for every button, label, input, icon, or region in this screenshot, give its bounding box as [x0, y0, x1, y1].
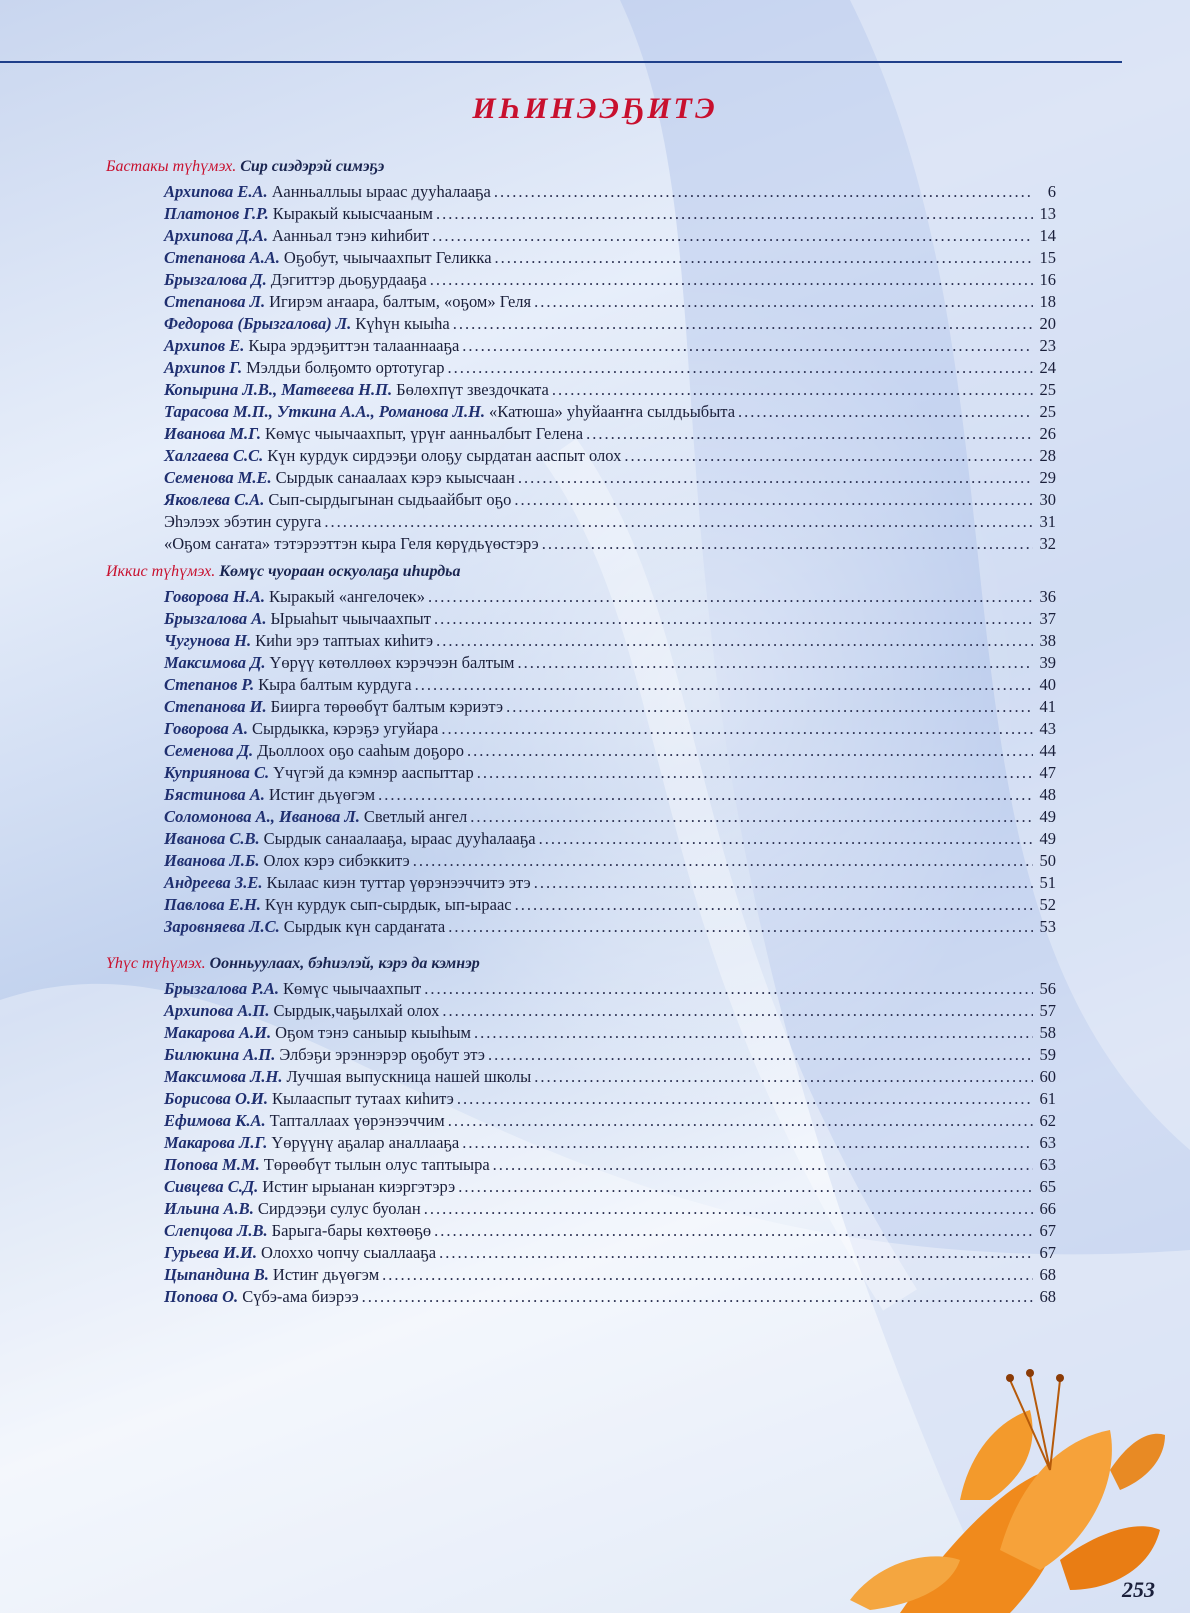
- toc-entry: [164, 291, 1056, 313]
- dot-leader: [441, 718, 1033, 740]
- toc-entry: [164, 872, 1056, 894]
- entry-page-number: 51: [1039, 873, 1056, 892]
- dot-leader: [453, 313, 1033, 335]
- entry-author: Чугунова Н.: [164, 631, 252, 650]
- dot-leader: [436, 630, 1033, 652]
- entry-author: Архипов Г.: [164, 358, 243, 377]
- toc-entry: [164, 850, 1056, 872]
- entry-title: Аанньаллыы ыраас дууһалааҕа: [271, 182, 491, 201]
- entry-author: Билюкина А.П.: [164, 1045, 276, 1064]
- entry-page-number: 68: [1039, 1287, 1056, 1306]
- entry-title: Күн курдук сирдээҕи олоҕу сырдатан ааспыт олох: [267, 446, 622, 465]
- toc-entry: [164, 586, 1056, 608]
- toc-entry: [164, 1022, 1056, 1044]
- entry-author: Брызгалова Р.А.: [164, 979, 279, 998]
- entry-author: Борисова О.И.: [164, 1089, 268, 1108]
- entry-title: Истиҥ дьүөгэм: [268, 785, 376, 804]
- entry-author: Ильина А.В.: [164, 1199, 254, 1218]
- dot-leader: [506, 696, 1033, 718]
- section-heading: [106, 951, 1056, 977]
- section-title: Сир сиэдэрэй симэҕэ: [240, 158, 385, 175]
- dot-leader: [534, 1066, 1033, 1088]
- entry-author: Заровняева Л.С.: [164, 917, 280, 936]
- dot-leader: [488, 1044, 1033, 1066]
- dot-leader: [539, 828, 1033, 850]
- entry-author: Архипова А.П.: [164, 1001, 270, 1020]
- toc-entry: [164, 1242, 1056, 1264]
- entry-author: Степанова Л.: [164, 292, 266, 311]
- entry-title: Светлый ангел: [363, 807, 468, 826]
- entry-title: Сырдык санаалаах кэрэ кыысчаан: [275, 468, 515, 487]
- entry-author: Копырина Л.В., Матвеева Н.П.: [164, 380, 393, 399]
- entry-page-number: 15: [1039, 248, 1056, 267]
- dot-leader: [494, 181, 1033, 203]
- section-title: Көмүс чуораан оскуолаҕа иһирдьа: [219, 563, 461, 580]
- entry-title: Кылааспыт тутаах киһитэ: [271, 1089, 454, 1108]
- toc-section: [106, 559, 1056, 938]
- entry-title: Күһүн кыыһа: [355, 314, 450, 333]
- entry-page-number: 47: [1039, 763, 1056, 782]
- entry-page-number: 50: [1039, 851, 1056, 870]
- entry-title: Кыракый кыысчааным: [272, 204, 433, 223]
- toc-entry: [164, 1088, 1056, 1110]
- toc-entry: [164, 1286, 1056, 1308]
- entry-page-number: 37: [1039, 609, 1056, 628]
- dot-leader: [458, 1176, 1033, 1198]
- toc-section: [106, 951, 1056, 1308]
- dot-leader: [470, 806, 1033, 828]
- entry-page-number: 61: [1039, 1089, 1056, 1108]
- entry-author: Слепцова Л.В.: [164, 1221, 268, 1240]
- section-label: Үһүс түһүмэх.: [106, 955, 206, 972]
- entry-page-number: 63: [1039, 1133, 1056, 1152]
- entry-page-number: 49: [1039, 807, 1056, 826]
- entry-title: Сып-сырдыгынан сыдьаайбыт оҕо: [268, 490, 512, 509]
- toc-entry: [164, 674, 1056, 696]
- entry-page-number: 18: [1039, 292, 1056, 311]
- entry-title: Үөрүү көтөллөөх кэрэчээн балтым: [269, 653, 515, 672]
- toc-entry: [164, 511, 1056, 533]
- entry-author: Степанова А.А.: [164, 248, 280, 267]
- toc-entry: [164, 806, 1056, 828]
- toc-entry: [164, 978, 1056, 1000]
- entry-author: Брызгалова Д.: [164, 270, 267, 289]
- entry-page-number: 58: [1039, 1023, 1056, 1042]
- entry-page-number: 31: [1039, 512, 1056, 531]
- section-label: Иккис түһүмэх.: [106, 563, 216, 580]
- toc-entries: [164, 586, 1056, 938]
- entry-author: Попова О.: [164, 1287, 239, 1306]
- entry-page-number: 40: [1039, 675, 1056, 694]
- entry-page-number: 32: [1039, 534, 1056, 553]
- entry-title: Сырдыкка, кэрэҕэ угуйара: [252, 719, 439, 738]
- toc-entry: [164, 762, 1056, 784]
- toc-entry: [164, 445, 1056, 467]
- entry-author: Степанов Р.: [164, 675, 255, 694]
- dot-leader: [518, 652, 1033, 674]
- dot-leader: [495, 247, 1033, 269]
- toc-entry: [164, 1110, 1056, 1132]
- entry-title: Эһэлээх эбэтин суруга: [164, 512, 322, 531]
- dot-leader: [430, 269, 1033, 291]
- entry-author: Иванова Л.Б.: [164, 851, 260, 870]
- entry-page-number: 30: [1039, 490, 1056, 509]
- entry-page-number: 39: [1039, 653, 1056, 672]
- entry-author: Куприянова С.: [164, 763, 270, 782]
- entry-author: Архипова Е.А.: [164, 182, 268, 201]
- toc-entry: [164, 894, 1056, 916]
- entry-title: Дэгиттэр дьоҕурдааҕа: [270, 270, 427, 289]
- toc-entry: [164, 423, 1056, 445]
- entry-title: Биирга төрөөбүт балтым кэриэтэ: [270, 697, 504, 716]
- entry-author: Говорова Н.А.: [164, 587, 265, 606]
- toc-entry: [164, 335, 1056, 357]
- entry-title: Көмүс чыычаахпыт, үрүҥ аанньалбыт Гелена: [265, 424, 584, 443]
- entry-page-number: 66: [1039, 1199, 1056, 1218]
- toc-entry: [164, 1044, 1056, 1066]
- toc-entries: [164, 181, 1056, 555]
- entry-title: Ырыаһыт чыычаахпыт: [270, 609, 431, 628]
- entry-title: Барыга-бары көхтөөҕө: [271, 1221, 432, 1240]
- entry-title: «Катюша» уһуйааҥҥа сылдьыбыта: [489, 402, 736, 421]
- section-title: Оонньуулаах, бэһиэлэй, кэрэ да кэмнэр: [209, 955, 480, 972]
- entry-title: Аанньал тэнэ киһибит: [271, 226, 430, 245]
- entry-page-number: 65: [1039, 1177, 1056, 1196]
- entry-author: Брызгалова А.: [164, 609, 267, 628]
- entry-title: Сырдык күн сардаҥата: [283, 917, 446, 936]
- entry-title: Кыра балтым курдуга: [258, 675, 412, 694]
- entry-title: Дьоллоох оҕо сааһым доҕоро: [257, 741, 464, 760]
- toc-entry: [164, 181, 1056, 203]
- entry-page-number: 16: [1039, 270, 1056, 289]
- dot-leader: [518, 467, 1033, 489]
- entry-author: Максимова Д.: [164, 653, 266, 672]
- entry-page-number: 29: [1039, 468, 1056, 487]
- dot-leader: [462, 335, 1033, 357]
- toc-entry: [164, 828, 1056, 850]
- entry-author: Максимова Л.Н.: [164, 1067, 283, 1086]
- entry-page-number: 36: [1039, 587, 1056, 606]
- toc-entry: [164, 1198, 1056, 1220]
- dot-leader: [382, 1264, 1033, 1286]
- section-label: Бастакы түһүмэх.: [106, 158, 237, 175]
- entry-title: Бөлөхпүт звездочката: [396, 380, 549, 399]
- entry-author: Семенова Д.: [164, 741, 254, 760]
- entry-author: Павлова Е.Н.: [164, 895, 261, 914]
- toc-entry: [164, 696, 1056, 718]
- entry-title: Игирэм аҥаара, балтым, «оҕом» Геля: [269, 292, 532, 311]
- entry-title: Кыра эрдэҕиттэн талааннааҕа: [248, 336, 460, 355]
- entry-author: Федорова (Брызгалова) Л.: [164, 314, 352, 333]
- entry-title: Истиҥ ырыанан киэргэтэрэ: [262, 1177, 456, 1196]
- entry-author: Бястинова А.: [164, 785, 265, 804]
- toc-entry: [164, 1220, 1056, 1242]
- entry-author: Цыпандина В.: [164, 1265, 269, 1284]
- entry-page-number: 67: [1039, 1243, 1056, 1262]
- toc-entry: [164, 489, 1056, 511]
- dot-leader: [448, 916, 1033, 938]
- entry-page-number: 28: [1039, 446, 1056, 465]
- dot-leader: [439, 1242, 1033, 1264]
- entry-page-number: 67: [1039, 1221, 1056, 1240]
- page-number: 253: [1122, 1577, 1155, 1602]
- entry-title: Төрөөбүт тылын олус таптыыра: [263, 1155, 490, 1174]
- entry-page-number: 49: [1039, 829, 1056, 848]
- entry-page-number: 62: [1039, 1111, 1056, 1130]
- toc-entries: [164, 978, 1056, 1308]
- section-heading: [106, 559, 1056, 585]
- entry-title: Киһи эрэ таптыах киһитэ: [255, 631, 434, 650]
- entry-title: Кылаас киэн туттар үөрэнээччитэ этэ: [266, 873, 531, 892]
- entry-title: Лучшая выпускница нашей школы: [286, 1067, 532, 1086]
- entry-author: Гурьева И.И.: [164, 1243, 258, 1262]
- entry-author: Макарова А.И.: [164, 1023, 272, 1042]
- dot-leader: [324, 511, 1033, 533]
- dot-leader: [542, 533, 1033, 555]
- dot-leader: [534, 291, 1033, 313]
- entry-author: Архипова Д.А.: [164, 226, 268, 245]
- toc-entry: [164, 357, 1056, 379]
- dot-leader: [462, 1132, 1033, 1154]
- toc-entry: [164, 533, 1056, 555]
- entry-author: Тарасова М.П., Уткина А.А., Романова Л.Н.: [164, 402, 486, 421]
- entry-title: Кыракый «ангелочек»: [269, 587, 425, 606]
- toc-entry: [164, 203, 1056, 225]
- toc-section: [106, 154, 1056, 555]
- toc-entry: [164, 916, 1056, 938]
- entry-author: Попова М.М.: [164, 1155, 260, 1174]
- dot-leader: [424, 1198, 1033, 1220]
- entry-title: Үөрүүнү аҕалар аналлааҕа: [271, 1133, 460, 1152]
- entry-page-number: 41: [1039, 697, 1056, 716]
- toc-entry: [164, 608, 1056, 630]
- toc-entry: [164, 652, 1056, 674]
- entry-title: Оҕом тэнэ саныыр кыыһым: [275, 1023, 471, 1042]
- entry-page-number: 23: [1039, 336, 1056, 355]
- entry-page-number: 25: [1039, 402, 1056, 421]
- entry-page-number: 59: [1039, 1045, 1056, 1064]
- dot-leader: [474, 1022, 1033, 1044]
- entry-author: Сивцева С.Д.: [164, 1177, 259, 1196]
- entry-page-number: 63: [1039, 1155, 1056, 1174]
- entry-title: Олоххо чопчу сыаллааҕа: [261, 1243, 437, 1262]
- toc-entry: [164, 1000, 1056, 1022]
- toc-entry: [164, 1066, 1056, 1088]
- entry-page-number: 48: [1039, 785, 1056, 804]
- entry-author: Халгаева С.С.: [164, 446, 264, 465]
- toc-entry: [164, 740, 1056, 762]
- entry-author: Семенова М.Е.: [164, 468, 272, 487]
- entry-page-number: 26: [1039, 424, 1056, 443]
- dot-leader: [514, 489, 1033, 511]
- section-heading: [106, 154, 1056, 180]
- top-rule: [0, 61, 1122, 63]
- toc-entry: [164, 401, 1056, 423]
- dot-leader: [436, 203, 1033, 225]
- entry-title: Сирдээҕи сулус буолан: [257, 1199, 421, 1218]
- entry-author: Иванова С.В.: [164, 829, 260, 848]
- toc-entry: [164, 784, 1056, 806]
- entry-title: Тапталлаах үөрэнээччим: [269, 1111, 445, 1130]
- entry-title: Истиҥ дьүөгэм: [272, 1265, 380, 1284]
- entry-author: Говорова А.: [164, 719, 249, 738]
- entry-author: Макарова Л.Г.: [164, 1133, 268, 1152]
- entry-title: Сырдык,чаҕылхай олох: [273, 1001, 440, 1020]
- entry-page-number: 13: [1039, 204, 1056, 223]
- entry-page-number: 6: [1047, 182, 1056, 201]
- entry-page-number: 20: [1039, 314, 1056, 333]
- dot-leader: [424, 978, 1033, 1000]
- toc-entry: [164, 1132, 1056, 1154]
- entry-page-number: 14: [1039, 226, 1056, 245]
- entry-title: Мэлдьи болҕомто ортотугар: [246, 358, 445, 377]
- toc-entry: [164, 1176, 1056, 1198]
- entry-page-number: 25: [1039, 380, 1056, 399]
- toc-entry: [164, 467, 1056, 489]
- entry-author: Соломонова А., Иванова Л.: [164, 807, 360, 826]
- entry-page-number: 68: [1039, 1265, 1056, 1284]
- entry-page-number: 60: [1039, 1067, 1056, 1086]
- entry-title: Олох кэрэ сибэккитэ: [263, 851, 410, 870]
- entry-author: Архипов Е.: [164, 336, 245, 355]
- page-title: ИҺИНЭЭҔИТЭ: [472, 92, 718, 125]
- dot-leader: [586, 423, 1033, 445]
- dot-leader: [477, 762, 1033, 784]
- dot-leader: [428, 586, 1033, 608]
- entry-page-number: 56: [1039, 979, 1056, 998]
- entry-page-number: 57: [1039, 1001, 1056, 1020]
- dot-leader: [534, 872, 1033, 894]
- dot-leader: [457, 1088, 1033, 1110]
- dot-leader: [624, 445, 1033, 467]
- entry-page-number: 24: [1039, 358, 1056, 377]
- toc-entry: [164, 379, 1056, 401]
- dot-leader: [493, 1154, 1033, 1176]
- dot-leader: [378, 784, 1033, 806]
- dot-leader: [515, 894, 1033, 916]
- entry-title: «Оҕом саҥата» тэтэрээттэн кыра Геля көрүдьүөстэрэ: [164, 534, 539, 553]
- toc-entry: [164, 269, 1056, 291]
- dot-leader: [432, 225, 1033, 247]
- entry-page-number: 43: [1039, 719, 1056, 738]
- entry-title: Сүбэ-ама биэрээ: [242, 1287, 359, 1306]
- entry-title: Көмүс чыычаахпыт: [283, 979, 422, 998]
- toc-entry: [164, 630, 1056, 652]
- entry-page-number: 38: [1039, 631, 1056, 650]
- entry-page-number: 44: [1039, 741, 1056, 760]
- dot-leader: [415, 674, 1033, 696]
- entry-page-number: 52: [1039, 895, 1056, 914]
- entry-title: Оҕобут, чыычаахпыт Геликка: [283, 248, 492, 267]
- entry-title: Үчүгэй да кэмнэр ааспыттар: [273, 763, 474, 782]
- toc-entry: [164, 718, 1056, 740]
- dot-leader: [442, 1000, 1033, 1022]
- entry-author: Яковлева С.А.: [164, 490, 265, 509]
- toc-entry: [164, 313, 1056, 335]
- entry-author: Платонов Г.Р.: [164, 204, 269, 223]
- toc-entry: [164, 225, 1056, 247]
- entry-author: Ефимова К.А.: [164, 1111, 266, 1130]
- entry-page-number: 53: [1039, 917, 1056, 936]
- toc-entry: [164, 1154, 1056, 1176]
- toc-entry: [164, 1264, 1056, 1286]
- dot-leader: [413, 850, 1033, 872]
- dot-leader: [448, 1110, 1033, 1132]
- dot-leader: [448, 357, 1033, 379]
- entry-title: Күн курдук сып-сырдык, ып-ыраас: [264, 895, 512, 914]
- dot-leader: [362, 1286, 1033, 1308]
- dot-leader: [552, 379, 1033, 401]
- dot-leader: [434, 608, 1033, 630]
- toc-entry: [164, 247, 1056, 269]
- entry-author: Степанова И.: [164, 697, 267, 716]
- dot-leader: [434, 1220, 1033, 1242]
- dot-leader: [467, 740, 1033, 762]
- dot-leader: [738, 401, 1033, 423]
- entry-author: Иванова М.Г.: [164, 424, 262, 443]
- entry-title: Сырдык санаалааҕа, ыраас дууһалааҕа: [263, 829, 536, 848]
- entry-author: Андреева З.Е.: [164, 873, 263, 892]
- entry-title: Элбэҕи эрэннэрэр оҕобут этэ: [279, 1045, 486, 1064]
